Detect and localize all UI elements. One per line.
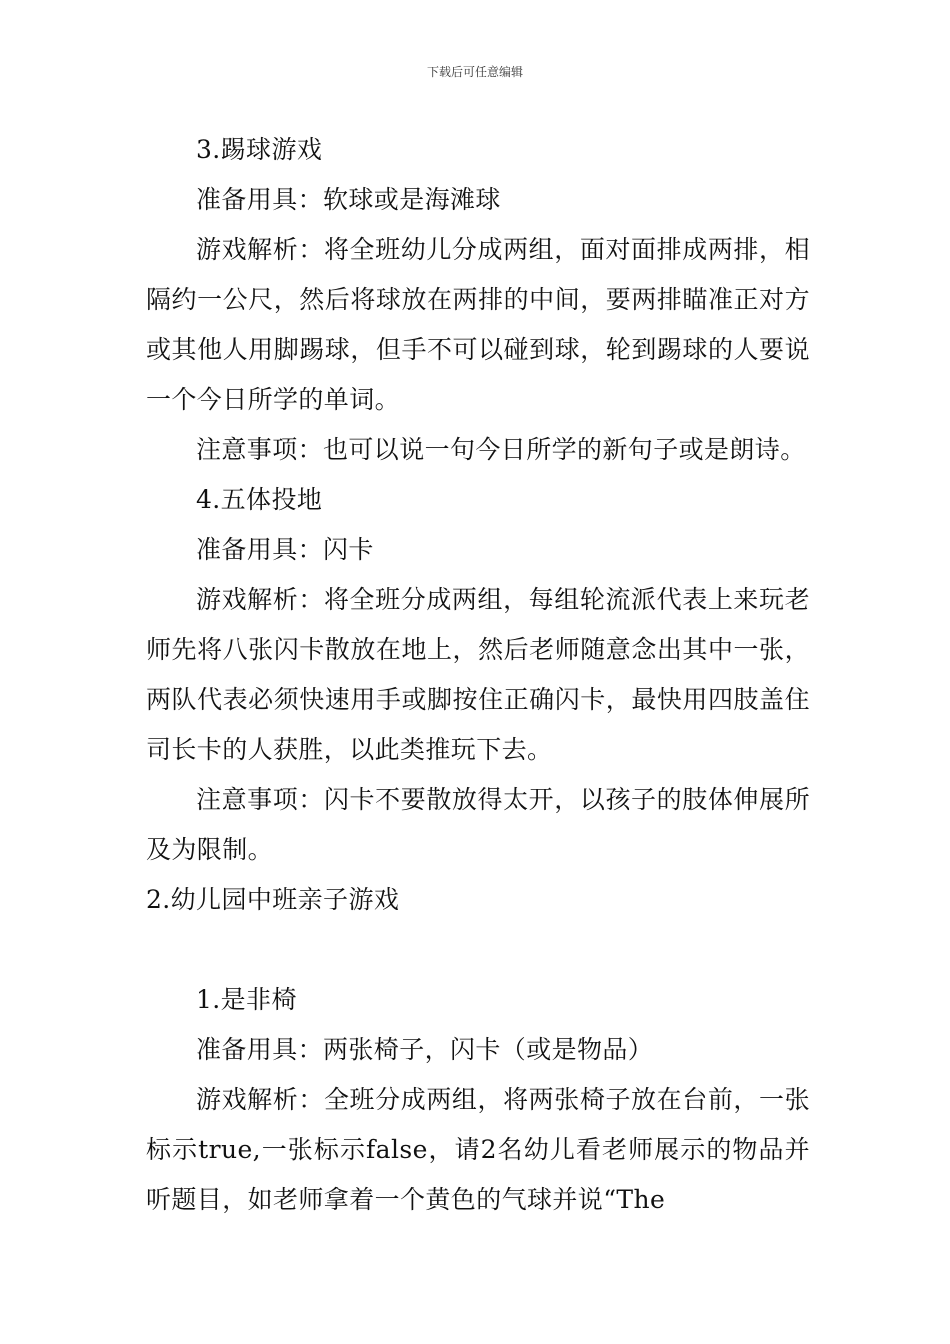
blank-line [146,925,810,975]
section-heading-parent-child-games: 2.幼儿园中班亲子游戏 [146,885,400,914]
paragraph-equipment-1: 准备用具：软球或是海滩球 [196,185,501,214]
paragraph-equipment-3: 准备用具：两张椅子，闪卡（或是物品） [196,1035,654,1064]
heading-five-body-game: 4.五体投地 [196,485,323,514]
heading-kick-ball-game: 3.踢球游戏 [196,135,323,164]
document-body [146,125,810,1225]
paragraph-game-description-2: 游戏解析：将全班分成两组，每组轮流派代表上来玩老师先将八张闪卡散放在地上，然后老师随意念出其中一张，两队代表必须快速用手或脚按住正确闪卡，最快用四肢盖住司长卡的人获胜，以此类推玩下去。 [146,585,810,764]
paragraph-game-description-1: 游戏解析：将全班幼儿分成两组，面对面排成两排，相隔约一公尺，然后将球放在两排的中间，要两排瞄准正对方或其他人用脚踢球，但手不可以碰到球，轮到踢球的人要说一个今日所学的单词。 [146,235,810,414]
paragraph-game-description-3: 游戏解析：全班分成两组，将两张椅子放在台前，一张标示true,一张标示false，请2名幼儿看老师展示的物品并听题目，如老师拿着一个黄色的气球并说“The [146,1085,810,1214]
paragraph-notes-2: 注意事项：闪卡不要散放得太开，以孩子的肢体伸展所及为限制。 [146,785,810,864]
heading-yes-no-chair: 1.是非椅 [196,985,297,1014]
paragraph-equipment-2: 准备用具：闪卡 [196,535,374,564]
page-header: 下载后可任意编辑 [426,65,523,79]
paragraph-notes-1: 注意事项：也可以说一句今日所学的新句子或是朗诗。 [196,435,806,464]
